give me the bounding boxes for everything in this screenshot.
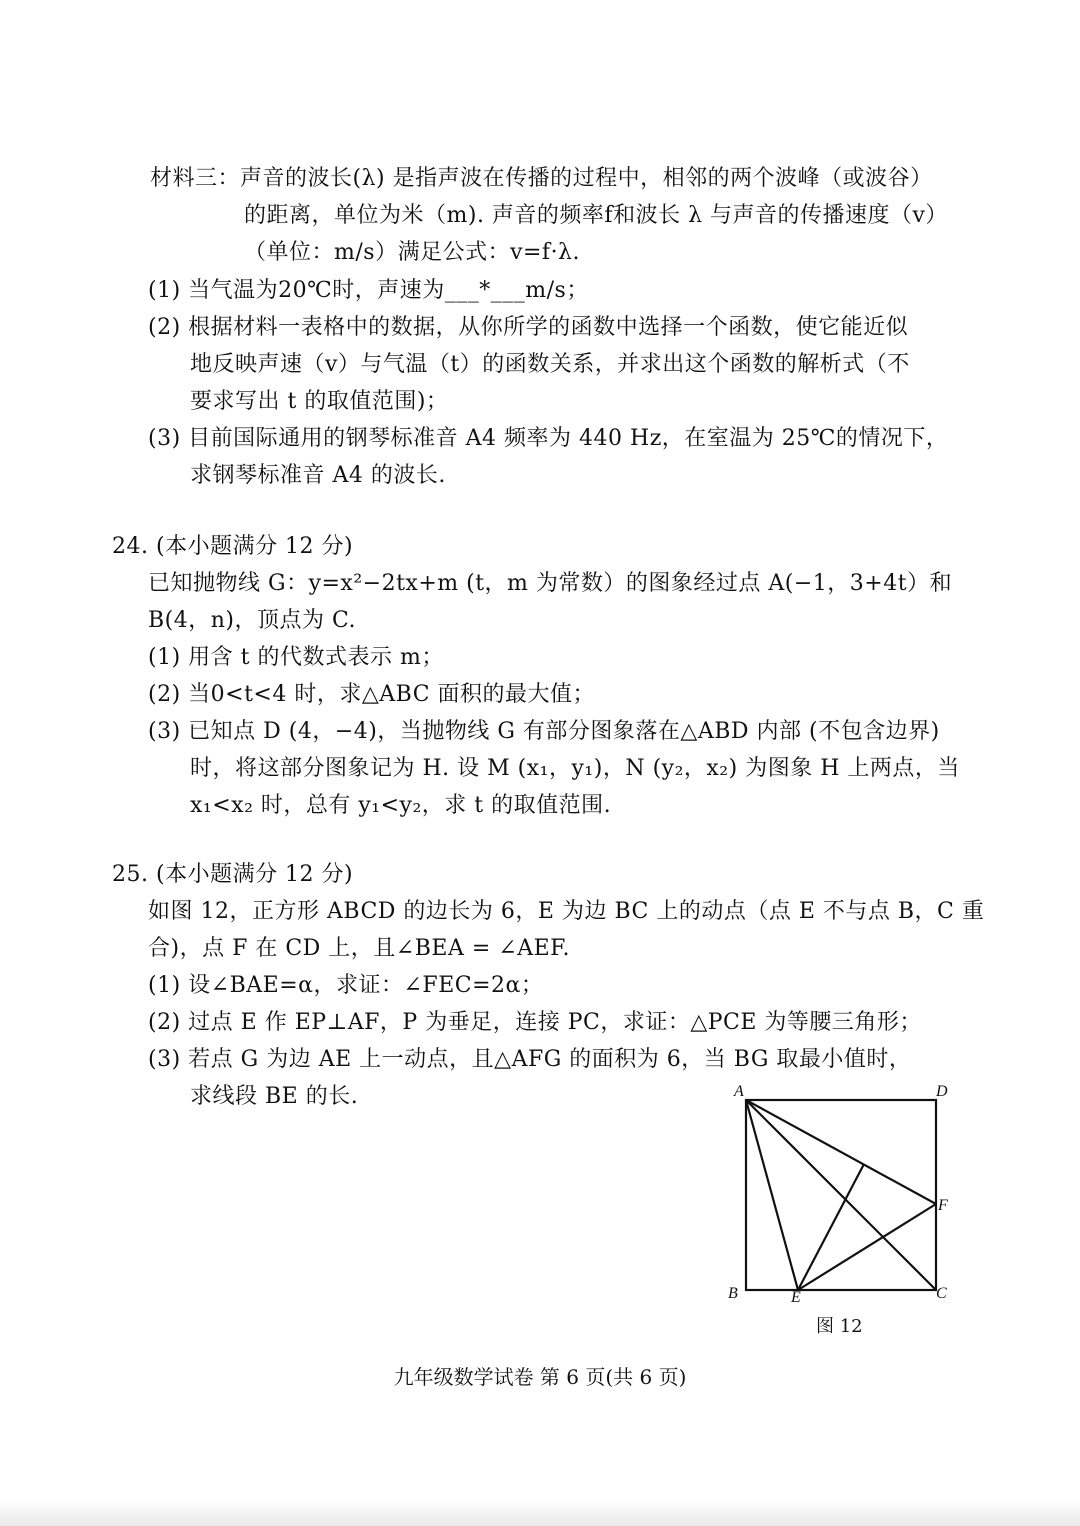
q24-stem-line1: 已知抛物线 G：y=x²−2tx+m (t，m 为常数）的图象经过点 A(−1，3+4t）和 — [148, 571, 953, 596]
q25-heading: 25. (本小题满分 12 分) — [112, 862, 354, 887]
material3-line2: 的距离，单位为米（m). 声音的频率f和波长 λ 与声音的传播速度（v） — [244, 203, 948, 228]
q25-stem-line2: 合)，点 F 在 CD 上，且∠BEA = ∠AEF. — [148, 936, 570, 961]
q23-part2-line1: (2) 根据材料一表格中的数据，从你所学的函数中选择一个函数，使它能近似 — [148, 315, 909, 340]
q25-part3-line1: (3) 若点 G 为边 AE 上一动点，且△AFG 的面积为 6，当 BG 取最小值时， — [148, 1047, 912, 1072]
figure-caption: 图 12 — [816, 1316, 863, 1337]
q24-stem-line2: B(4，n)，顶点为 C. — [148, 608, 357, 633]
label-a: A — [734, 1083, 744, 1100]
q23-part3-line2: 求钢琴标准音 A4 的波长. — [190, 463, 446, 488]
q24-heading: 24. (本小题满分 12 分) — [112, 534, 354, 559]
label-f: F — [938, 1197, 948, 1214]
material3-line3: （单位：m/s）满足公式：v=f·λ. — [244, 240, 580, 265]
label-c: C — [936, 1285, 947, 1302]
q24-part3-line2: 时，将这部分图象记为 H. 设 M (x₁，y₁)，N (y₂，x₂) 为图象 H 上两点，当 — [190, 756, 960, 781]
q23-part2-line2: 地反映声速（v）与气温（t）的函数关系，并求出这个函数的解析式（不 — [190, 352, 910, 377]
q24-part3-line1: (3) 已知点 D (4，−4)，当抛物线 G 有部分图象落在△ABD 内部 (不包含边界) — [148, 719, 940, 744]
q25-part1: (1) 设∠BAE=α，求证：∠FEC=2α； — [148, 973, 544, 998]
q24-part2: (2) 当0<t<4 时，求△ABC 面积的最大值； — [148, 682, 596, 707]
segment-ef — [798, 1204, 936, 1290]
figure-12-diagram — [718, 1076, 958, 1346]
segment-ep — [798, 1164, 864, 1290]
label-b: B — [728, 1285, 738, 1302]
q24-part3-line3: x₁<x₂ 时，总有 y₁<y₂，求 t 的取值范围. — [190, 793, 612, 818]
segment-ac — [746, 1100, 936, 1290]
q23-part3-line1: (3) 目前国际通用的钢琴标准音 A4 频率为 440 Hz，在室温为 25℃的情况下， — [148, 426, 949, 451]
label-e: E — [791, 1289, 801, 1306]
q23-part2-line3: 要求写出 t 的取值范围)； — [190, 389, 449, 414]
q23-part1: (1) 当气温为20℃时，声速为___*___m/s； — [148, 278, 589, 303]
segment-ae — [746, 1100, 798, 1290]
q24-part1: (1) 用含 t 的代数式表示 m； — [148, 645, 444, 670]
q25-part2: (2) 过点 E 作 EP⊥AF，P 为垂足，连接 PC，求证：△PCE 为等腰三角形； — [148, 1010, 922, 1035]
scan-edge-shadow — [0, 1500, 1080, 1526]
segment-af — [746, 1100, 936, 1204]
q25-stem-line1: 如图 12，正方形 ABCD 的边长为 6，E 为边 BC 上的动点（点 E 不与点 B，C 重 — [148, 899, 985, 924]
material3-line1: 材料三：声音的波长(λ) 是指声波在传播的过程中，相邻的两个波峰（或波谷） — [150, 166, 933, 191]
label-d: D — [936, 1083, 948, 1100]
page-footer: 九年级数学试卷 第 6 页(共 6 页) — [393, 1365, 687, 1389]
q25-part3-line2: 求线段 BE 的长. — [190, 1084, 359, 1109]
